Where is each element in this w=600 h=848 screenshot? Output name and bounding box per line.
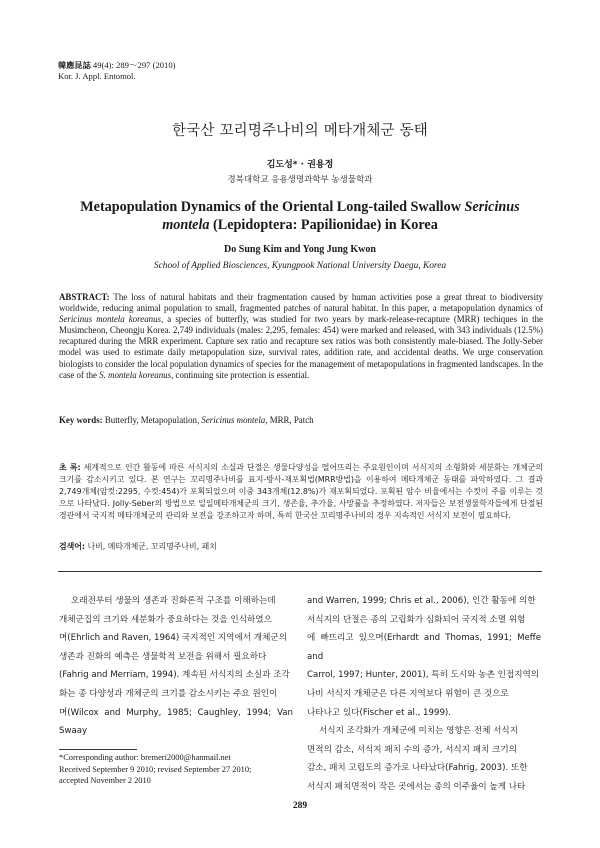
korean-affiliation: 경북대학교 응용생명과학부 농생물학과 — [227, 175, 373, 185]
body-line: 나타나고 있다(Fischer et al., 1999). — [307, 707, 451, 718]
korean-keywords-label: 검색어: — [59, 542, 86, 551]
corresponding-author: *Corresponding author: bremeri2000@hanmail.net — [59, 753, 231, 762]
korean-keywords-text: 나비, 메타개체군, 꼬리명주나비, 패치 — [85, 542, 217, 551]
english-abstract — [59, 292, 543, 381]
journal-korean-name: 韓應昆誌 — [58, 60, 91, 70]
english-title-part1: Metapopulation Dynamics of the Oriental Long-tailed Swallow — [80, 199, 465, 215]
korean-abstract-label: 초 록: — [59, 463, 81, 472]
korean-abstract — [59, 462, 543, 522]
accepted-date: accepted November 2 2010 — [59, 776, 151, 785]
abstract-text-1: The loss of natural habitats and their fragmentation caused by human activities pose a great threat to biodiversity worldwide, reducing animal population to small, fragmented patches of natural habitat. In this paper, a metapopulation dynamics of — [59, 292, 543, 314]
journal-citation — [58, 60, 176, 71]
received-dates: Received September 9 2010; revised September 27 2010; — [59, 764, 252, 774]
english-authors: Do Sung Kim and Yong Jung Kwon — [224, 244, 376, 255]
body-line: 개체군집의 크기와 세분화가 중요하다는 것을 인식하였으 — [59, 614, 272, 625]
footnote-rule — [59, 749, 137, 750]
abstract-text-2: , a species of butterfly, was studied for two years by mark-release-recapture (MRR) techiques in the Musimcheon, Cheongju Korea. 2,749 individuals (males: 2,295, females: 454) were marked and released, with 343 individuals (12.5%) recaptured during the MRR experiment. Capture sex ratio and recapture sex ratios was both consistently male-biased. The Jolly-Seber model was used to estimate daily metapopulation size, survival rates, addition rate, and accidental deaths. We urge conservation biologists to consider the local population dynamics of species for the management of metapopulations in fragmented landscapes. In the case of the — [59, 314, 543, 380]
abstract-label: ABSTRACT: — [59, 292, 110, 302]
keywords-text-1: Butterfly, Metapopulation, — [102, 415, 202, 425]
body-line: 에 빠뜨리고 있으며(Erhardt and Thomas, 1991; Meffe and — [307, 633, 541, 662]
keywords-text-2: , MRR, Patch — [265, 415, 314, 425]
korean-authors: 김도성* · 권용정 — [266, 160, 334, 170]
english-title-part2: (Lepidoptera: Papilionidae) in Korea — [209, 217, 438, 233]
body-line: 며(Wilcox and Murphy, 1985; Caughley, 1994; Van Swaay — [59, 707, 293, 737]
page-number: 289 — [292, 801, 308, 811]
journal-header — [58, 60, 176, 82]
body-line: Carrol, 1997; Hunter, 2001), 특히 도시와 농촌 인접지역의 — [307, 670, 540, 681]
body-left-column — [59, 592, 293, 741]
english-keywords — [59, 415, 543, 425]
english-affiliation: School of Applied Biosciences, Kyungpook National University Daegu, Korea — [153, 261, 447, 271]
section-divider — [58, 571, 542, 572]
keywords-species: Sericinus montela — [201, 415, 266, 425]
body-line: 화는 종 다양성과 개체군의 크기를 감소시키는 주요 원인이 — [59, 688, 278, 699]
abstract-text-3: , continuing site protection is essential. — [171, 369, 310, 380]
body-line: and Warren, 1999; Chris et al., 2006), 인간 활동에 의한 — [307, 596, 536, 606]
footnote — [59, 752, 251, 787]
korean-title: 한국산 꼬리명주나비의 메타개체군 동태 — [172, 123, 428, 139]
body-line: 면적의 감소, 서식지 패치 수의 증가, 서식지 패치 크기의 — [307, 744, 517, 755]
body-line: 며(Ehrlich and Raven, 1964) 국지적인 지역에서 개체군의 — [59, 633, 288, 644]
body-line: 오래전부터 생물의 생존과 진화론적 구조를 이해하는데 — [71, 596, 276, 606]
body-line: 서식지의 단절은 종의 고립화가 심화되어 국지적 소멸 위험 — [307, 614, 526, 625]
keywords-label: Key words: — [59, 415, 103, 425]
journal-english-name: Kor. J. Appl. Entomol. — [58, 71, 136, 81]
english-title — [58, 198, 542, 234]
journal-volume-pages: 49(4): 289～297 (2010) — [92, 60, 176, 70]
english-title-genus: Sericinus — [464, 199, 520, 215]
korean-keywords — [59, 541, 543, 552]
korean-abstract-text: 세계적으로 인간 활동에 따른 서식지의 소실과 단절은 생물다양성을 떨어뜨리는 주요원인이며 서식지의 소형화와 세분화는 개체군의 크기를 감소시키고 있다. 본 연구는 꼬리명주나비를 표지-방사-재포획법(MRR방법)을 이용하여 메타개체군 동태를 파악하였다. 그 결과 2,749개체(암컷:2295, 수컷:454)가 포획되었으며 이중 343개체(12.8%)가 재포획되었다. 포획된 암수 비율에서는 수컷이 주를 이루는 것으로 나타났다. Jolly-Seber의 방법으로 일일메타개체군의 크기, 생존율, 추가율, 사망률을 추정하였다. 저자들은 보전생물학자들에게 단절된 경관에서 국지적 메타개체군의 관리와 보전을 강조하고자 하며, 특히 한국산 꼬리명주나비의 경우 지속적인 서식지 보전이 필요하다. — [59, 463, 543, 520]
body-line: 서식지 패치면적이 작은 곳에서는 종의 이주율이 높게 나타 — [307, 781, 526, 792]
body-line: 서식지 조각화가 개체군에 미치는 영향은 전체 서식지 — [319, 726, 519, 737]
body-line: 감소, 패치 고립도의 증가로 나타났다(Fahrig, 2003). 또한 — [307, 763, 528, 774]
body-right-column — [307, 592, 541, 797]
abstract-species-1: Sericinus montela koreanus — [59, 314, 161, 325]
english-title-species: montela — [162, 217, 210, 233]
body-line: (Fahrig and Merriam, 1994). 계속된 서식지의 소실과 조각 — [59, 670, 290, 681]
abstract-species-2: S. montela koreanus — [99, 369, 172, 380]
body-line: 생존과 진화의 예측은 생물학적 보전을 위해서 필요하다 — [59, 651, 267, 662]
body-line: 나비 서식지 개체군은 다른 지역보다 위험이 큰 것으로 — [307, 688, 509, 699]
